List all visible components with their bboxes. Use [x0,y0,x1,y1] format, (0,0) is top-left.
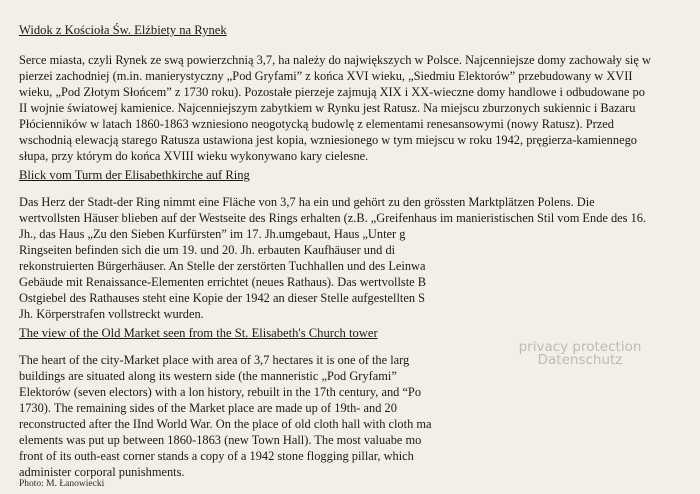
section-title-german: Blick vom Turm der Elisabethkirche auf Ring [19,168,250,182]
text-line: buildings are situated along its western side (the manneristic „Pod Gryfami” [19,369,397,383]
text-line: rekonstruierten Bürgerhäuser. An Stelle der zerstörten Tuchhallen und des Leinwa [19,259,426,273]
watermark-line: privacy protection [518,339,642,355]
text-line: Elektorów (seven electors) with a lon history, rebuilt in the 17th century, and “Po [19,385,422,399]
text-line: słupa, przy którym do końca XVIII wieku wykonywano kary cielesne. [19,149,369,163]
section-title-polish: Widok z Kościoła Św. Elżbiety na Rynek [19,23,227,37]
text-line: II wojnie światowej kamienice. Najcenniejszym zabytkiem w Rynku jest Ratusz. Na miejscu zburzonych sukiennic i Bazaru [19,101,636,115]
text-line: Płócienników w latach 1860-1863 wzniesiono neogotycką budowlę z elementami renesansowymi (nowy Ratusz). Przed [19,117,614,131]
text-line: Jh., das Haus „Zu den Sieben Kurfürsten” im 17. Jh.umgebaut, Haus „Unter g [19,227,406,241]
section-title-english: The view of the Old Market seen from the St. Elisabeth's Church tower [19,326,378,340]
text-line: wertvollsten Häuser blieben auf der Westseite des Rings erhalten (z.B. „Greifenhaus im manieristischen Stil vom Ende des 16. [19,211,647,225]
privacy-mask-lower [452,352,700,472]
text-line: Serce miasta, czyli Rynek ze swą powierzchnią 3,7, ha należy do największych w Polsce. Najcenniejsze domy zachowały się w [19,53,651,67]
watermark-line: Datenschutz [537,352,623,368]
text-line: pierzei zachodniej (m.in. manierystyczny „Pod Gryfami” z końca XVI wieku, „Siedmiu Elektorów” przebudowany w XVII [19,69,633,83]
photo-credit: Photo: M. Łanowiecki [19,479,105,489]
privacy-watermark [500,341,660,367]
text-line: The heart of the city-Market place with area of 3,7 hectares it is one of the larg [19,353,410,367]
text-line: front of its outh-east corner stands a copy of a 1942 stone flogging pillar, which [19,449,414,463]
privacy-mask-upper [452,228,700,298]
text-line: reconstructed after the IInd World War. On the place of old cloth hall with cloth ma [19,417,432,431]
text-line: Ostgiebel des Rathauses steht eine Kopie der 1942 an dieser Stelle aufgestellten S [19,291,426,305]
text-line: wieku, „Pod Złotym Słońcem” z 1730 roku). Pozostałe pierzeje zajmują XIX i XX-wieczne domy handlowe i odbudowane po [19,85,645,99]
text-line: elements was put up between 1860-1863 (new Town Hall). The most valuabe mo [19,433,422,447]
text-line: Jh. Körperstrafen vollstreckt wurden. [19,307,204,321]
text-line: Gebäude mit Renaissance-Elementen errichtet (neues Rathaus). Das wertvollste B [19,275,427,289]
text-line: 1730). The remaining sides of the Market place are made up of 19th- and 20 [19,401,397,415]
text-line: Das Herz der Stadt-der Ring nimmt eine Fläche von 3,7 ha ein und gehört zu den grössten Marktplätzen Polens. Die [19,195,595,209]
text-line: administer corporal punishments. [19,465,185,479]
text-line: Ringseiten befinden sich die um 19. und 20. Jh. erbauten Kaufhäuser und di [19,243,396,257]
text-line: wschodnią elewacją starego Ratusza ustawiona jest kopia, wzniesionego w tym miejscu w roku 1942, pręgierza-kamiennego [19,133,637,147]
section-text-polish [19,52,700,164]
